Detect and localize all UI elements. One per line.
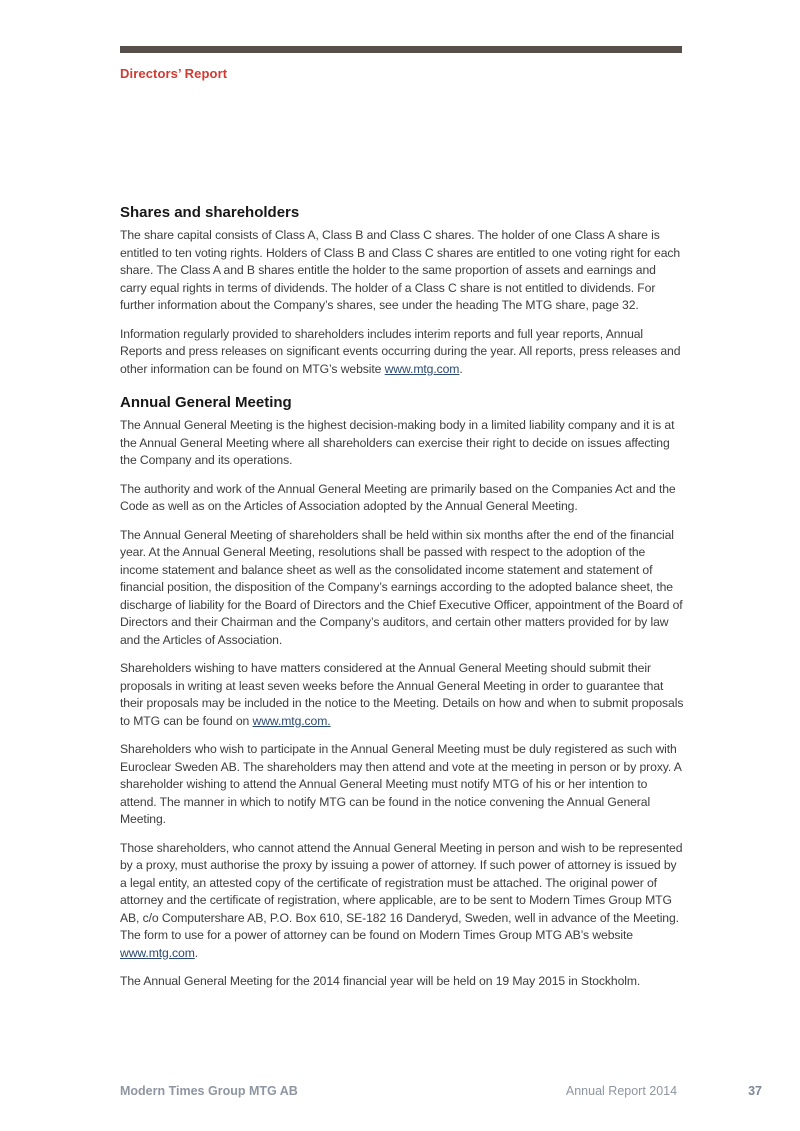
footer-company-name: Modern Times Group MTG AB bbox=[120, 1084, 298, 1098]
paragraph-agm-decision-making: The Annual General Meeting is the highest decision-making body in a limited liability company and it is at the Annual General Meeting where all shareholders can exercise their right to decide on issues affecting the Company and its operations. bbox=[120, 418, 675, 467]
paragraph-text: Those shareholders, who cannot attend the Annual General Meeting in person and wish to be represented by a proxy, must authorise the proxy by issuing a power of attorney. If such power of attorney is issued by a legal entity, an attested copy of the certificate of registration must be attached. The original power of attorney and the certificate of registration, where applicable, are to be sent to Modern Times Group MTG AB, c/o Computershare AB, P.O. Box 610, SE-182 16 Danderyd, Sweden, well in advance of the Meeting. The form to use for a power of attorney can be found on Modern Times Group MTG AB’s website bbox=[120, 840, 683, 942]
paragraph-share-capital: The share capital consists of Class A, Class B and Class C shares. The holder of one Class A share is entitled to ten voting rights. Holders of Class B and Class C shares are entitled to one voting right for each share. The Class A and B shares entitle the holder to the same proportion of assets and earnings and carry equal rights in terms of dividends. The holder of a Class C share is not entitled to dividends. For further information about the Company’s shares, see under the heading The MTG share, page 32. bbox=[120, 228, 681, 312]
mtg-website-link[interactable]: www.mtg.com bbox=[120, 945, 195, 960]
paragraph-agm-authority: The authority and work of the Annual General Meeting are primarily based on the Companies Act and the Code as well as on the Articles of Association adopted by the Annual General Meeting. bbox=[120, 481, 676, 513]
paragraph-agm-resolutions: The Annual General Meeting of shareholders shall be held within six months after the end of the financial year. At the Annual General Meeting, resolutions shall be passed with respect to the adoption of the income statement and balance sheet as well as the consolidated income statement and statement of financial position, the disposition of the Company’s earnings according to the adopted balance sheet, the discharge of liability for the Board of Directors and the Chief Executive Officer, appointment of the Board of Directors and their Chairman and the Company’s auditors, and certain other matters provided for by law and the Articles of Association. bbox=[120, 527, 683, 647]
page-content bbox=[120, 203, 684, 1002]
paragraph-agm-proxy bbox=[120, 840, 684, 963]
page-footer bbox=[120, 1084, 762, 1098]
footer-page-number: 37 bbox=[748, 1084, 762, 1098]
paragraph-shareholder-information bbox=[120, 326, 684, 379]
paragraph-agm-2014-date: The Annual General Meeting for the 2014 financial year will be held on 19 May 2015 in Stockholm. bbox=[120, 974, 641, 988]
header-rule bbox=[120, 46, 682, 53]
section-heading-annual-general-meeting: Annual General Meeting bbox=[120, 394, 292, 411]
section-heading-shares-and-shareholders: Shares and shareholders bbox=[120, 204, 300, 221]
paragraph-text: Information regularly provided to shareholders includes interim reports and full year reports, Annual Reports and press releases on significant events occurring during the year. All reports, press releases and other information can be found on MTG’s website bbox=[120, 326, 681, 376]
paragraph-text: . bbox=[194, 945, 199, 960]
paragraph-agm-participation: Shareholders who wish to participate in the Annual General Meeting must be duly registered as such with Euroclear Sweden AB. The shareholders may then attend and vote at the meeting in person or by proxy. A shareholder wishing to attend the Annual General Meeting must notify MTG of his or her intention to attend. The manner in which to notify MTG can be found in the notice convening the Annual General Meeting. bbox=[120, 742, 682, 826]
footer-report-title: Annual Report 2014 bbox=[565, 1084, 678, 1098]
mtg-website-link[interactable]: www.mtg.com bbox=[384, 361, 460, 376]
paragraph-agm-proposals bbox=[120, 660, 684, 730]
mtg-website-link[interactable]: www.mtg.com. bbox=[252, 713, 331, 728]
paragraph-text: . bbox=[459, 361, 463, 376]
paragraph-text: Shareholders wishing to have matters considered at the Annual General Meeting should submit their proposals in writing at least seven weeks before the Annual General Meeting in order to guarantee that their proposals may be included in the notice to the Meeting. Details on how and when to submit proposals to MTG can be found on bbox=[120, 661, 684, 728]
report-section-label: Directors’ Report bbox=[120, 66, 228, 81]
